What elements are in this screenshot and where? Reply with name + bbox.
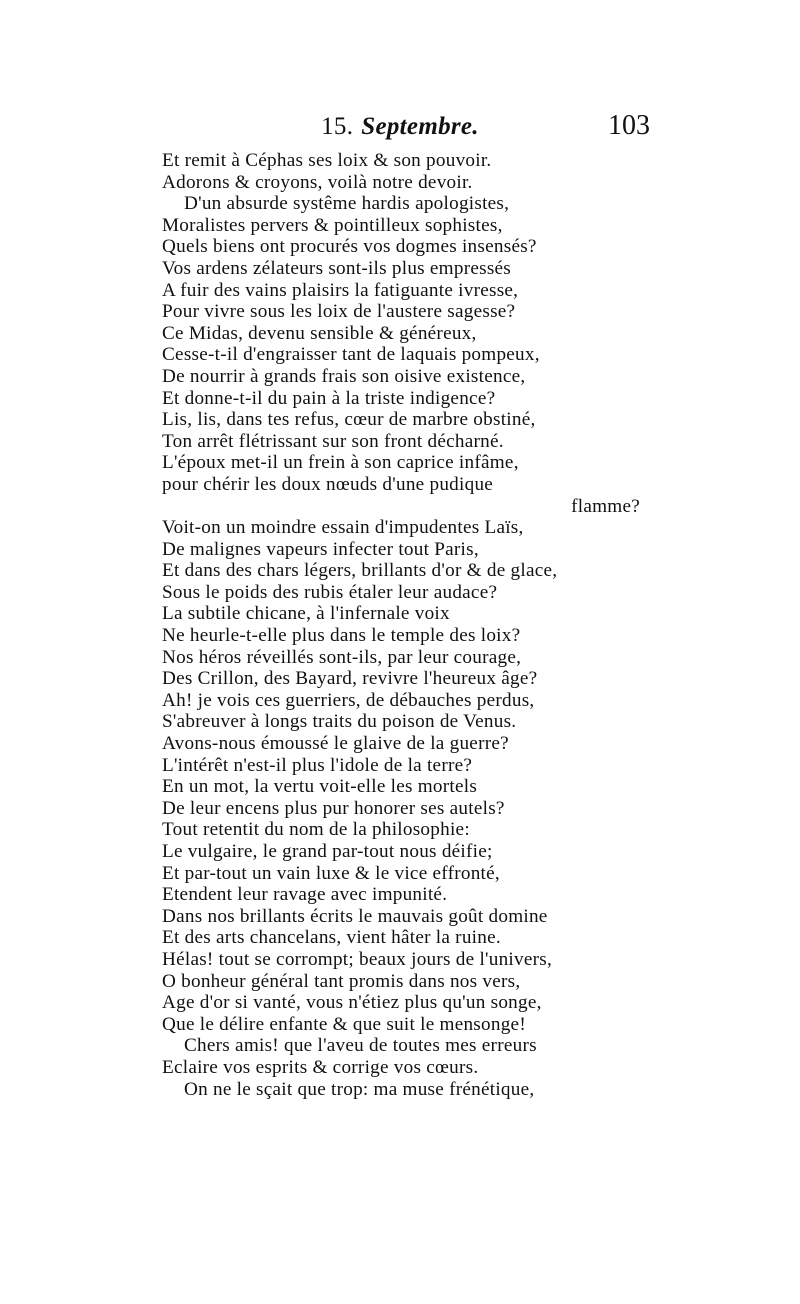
verse-line: flamme?: [571, 495, 640, 517]
verse-line: Pour vivre sous les loix de l'austere sagesse?: [162, 301, 516, 323]
date-day: 15.: [321, 113, 354, 140]
verse-line: Lis, lis, dans tes refus, cœur de marbre obstiné,: [162, 409, 536, 431]
verse-line: O bonheur général tant promis dans nos vers,: [162, 970, 521, 992]
running-head: [0, 112, 800, 142]
verse-line: De nourrir à grands frais son oisive existence,: [162, 365, 526, 387]
verse-line: Dans nos brillants écrits le mauvais goût domine: [162, 905, 548, 927]
verse-line: La subtile chicane, à l'infernale voix: [162, 603, 450, 625]
verse-line: Et donne-t-il du pain à la triste indigence?: [162, 387, 496, 409]
verse-line: Vos ardens zélateurs sont-ils plus empressés: [162, 257, 512, 279]
verse-line: D'un absurde systême hardis apologistes,: [184, 193, 510, 215]
verse-line: On ne le sçait que trop: ma muse frénétique,: [184, 1078, 535, 1100]
verse-line: De malignes vapeurs infecter tout Paris,: [162, 538, 479, 560]
verse-line: Adorons & croyons, voilà notre devoir.: [162, 171, 473, 193]
verse-line: Ah! je vois ces guerriers, de débauches perdus,: [162, 689, 535, 711]
verse-line: Et remit à Céphas ses loix & son pouvoir.: [162, 150, 492, 171]
verse-line: pour chérir les doux nœuds d'une pudique: [162, 473, 494, 495]
verse-line: Etendent leur ravage avec impunité.: [162, 884, 448, 906]
verse-line: Voit-on un moindre essain d'impudentes Laïs,: [162, 517, 524, 539]
verse-line: Cesse-t-il d'engraisser tant de laquais pompeux,: [162, 344, 540, 366]
verse-line: Ton arrêt flétrissant sur son front décharné.: [162, 430, 504, 452]
verse-line: L'époux met-il un frein à son caprice infâme,: [162, 452, 519, 474]
verse-line: Avons-nous émoussé le glaive de la guerre?: [162, 733, 509, 755]
poem-text: [162, 150, 652, 1100]
verse-line: L'intérêt n'est-il plus l'idole de la terre?: [162, 754, 473, 776]
date-month: Septembre.: [361, 113, 479, 140]
verse-line: Le vulgaire, le grand par-tout nous déifie;: [162, 841, 493, 862]
verse-line: Ce Midas, devenu sensible & généreux,: [162, 322, 477, 344]
verse-line: Quels biens ont procurés vos dogmes insensés?: [162, 236, 537, 258]
verse-line: Et par-tout un vain luxe & le vice effronté,: [162, 862, 500, 884]
verse-line: Sous le poids des rubis étaler leur audace?: [162, 581, 498, 603]
verse-line: Et dans des chars légers, brillants d'or & de glace,: [162, 560, 558, 582]
verse-line: Des Crillon, des Bayard, revivre l'heureux âge?: [162, 668, 538, 690]
verse-line: Tout retentit du nom de la philosophie:: [162, 819, 470, 841]
verse-line: En un mot, la vertu voit-elle les mortels: [162, 776, 478, 798]
verse-line: De leur encens plus pur honorer ses autels?: [162, 797, 505, 819]
verse-line: Ne heurle-t-elle plus dans le temple des loix?: [162, 625, 521, 647]
verse-line: Nos héros réveillés sont-ils, par leur courage,: [162, 646, 522, 668]
verse-line: Hélas! tout se corrompt; beaux jours de l'univers,: [162, 948, 553, 970]
verse-line: S'abreuver à longs traits du poison de Venus.: [162, 711, 517, 733]
verse-line: Chers amis! que l'aveu de toutes mes erreurs: [184, 1035, 537, 1057]
page-number: 103: [608, 110, 650, 141]
verse-line: Moralistes pervers & pointilleux sophistes,: [162, 214, 503, 236]
verse-line: Eclaire vos esprits & corrige vos cœurs.: [162, 1056, 479, 1078]
verse-line: Et des arts chancelans, vient hâter la ruine.: [162, 927, 501, 949]
verse-line: Age d'or si vanté, vous n'étiez plus qu'un songe,: [162, 992, 542, 1014]
verse-line: A fuir des vains plaisirs la fatiguante ivresse,: [162, 279, 519, 301]
verse-line: Que le délire enfante & que suit le mensonge!: [162, 1013, 526, 1035]
